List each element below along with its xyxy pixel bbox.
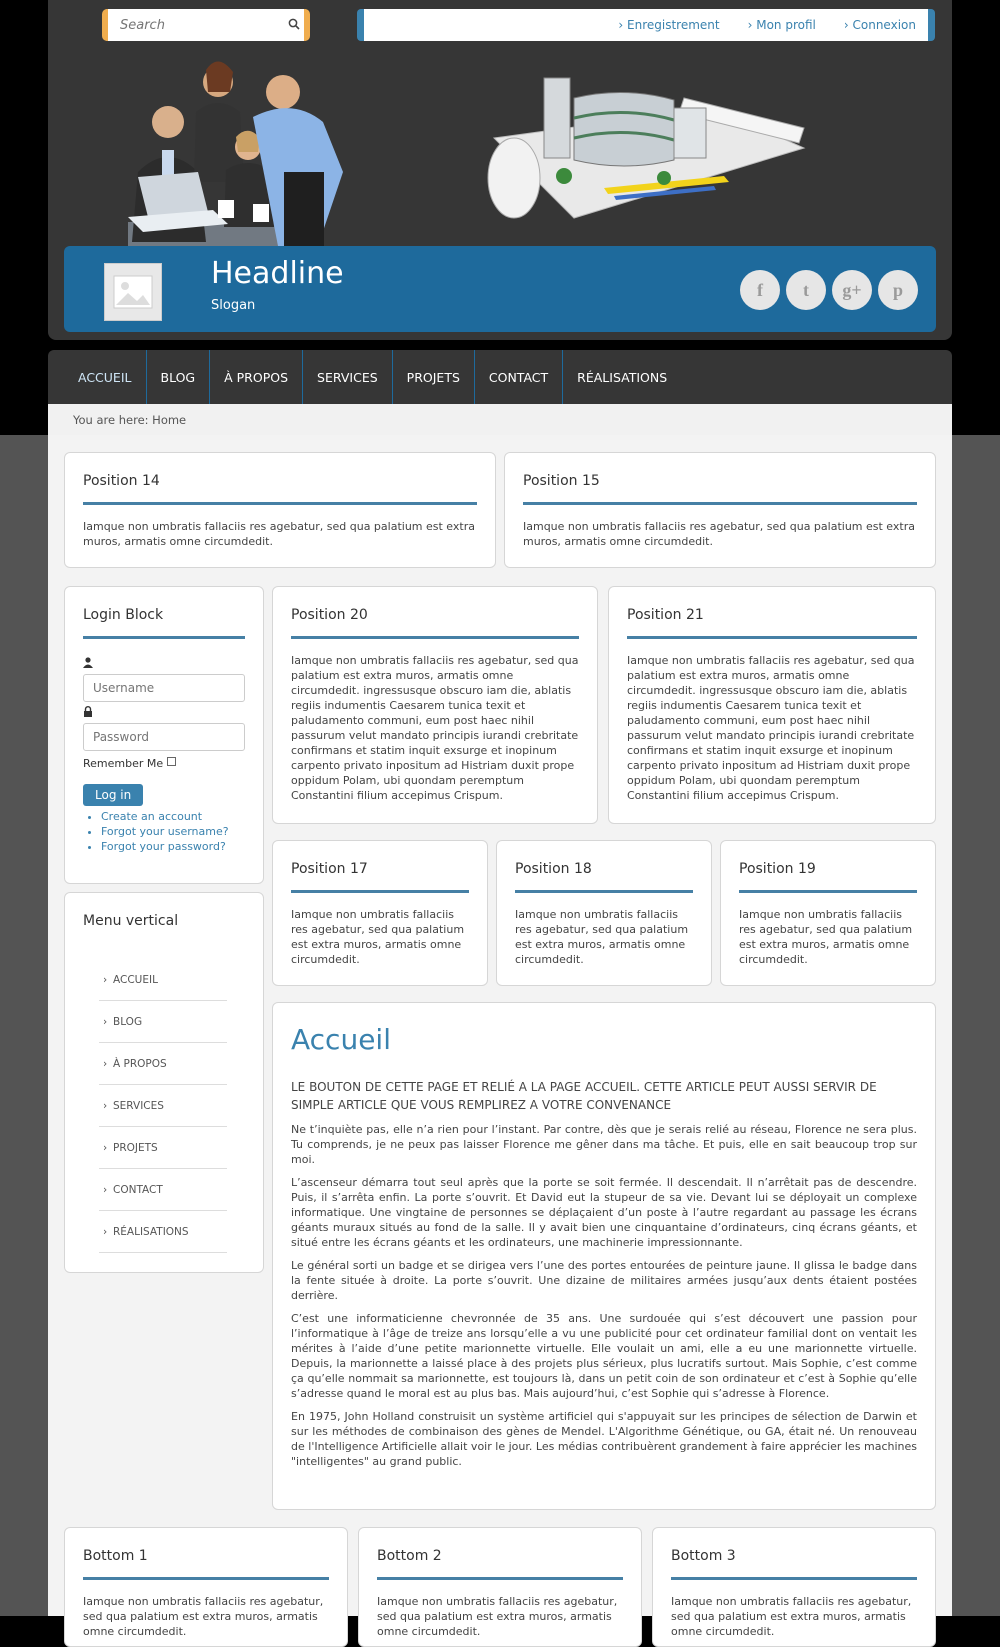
position-17-module [272,840,488,986]
nav-item-realisations[interactable]: RÉALISATIONS [577,369,668,385]
nav-item-blog[interactable]: BLOG [147,350,211,404]
position-15-module [504,452,936,568]
twitter-icon[interactable]: t [786,270,826,310]
google-plus-icon[interactable]: g+ [832,270,872,310]
nav-item-contact[interactable]: CONTACT [475,350,563,404]
pinterest-icon[interactable]: p [878,270,918,310]
vmenu-item-contact[interactable]: › CONTACT [99,1169,227,1211]
vmenu-item-projets[interactable]: › PROJETS [99,1127,227,1169]
position-20-module [272,586,598,824]
login-button[interactable]: Log in [83,784,143,806]
module-text: Iamque non umbratis fallaciis res agebatur, sed qua palatium est extra muros, armatis omne circumdedit. [515,908,689,966]
login-block [64,586,264,884]
vmenu-item-blog[interactable]: › BLOG [99,1001,227,1043]
page-wrapper [48,0,952,1638]
list-item [101,839,245,854]
search-box [102,9,310,41]
login-links [83,809,245,854]
register-link[interactable]: › Enregistrement [618,18,719,32]
module-text: Iamque non umbratis fallaciis res agebatur, sed qua palatium est extra muros, armatis omne circumdedit. [671,1595,912,1638]
login-link[interactable]: › Connexion [844,18,916,32]
user-links-bar [357,9,935,41]
password-input[interactable] [83,723,245,751]
module-title: Bottom 2 [377,1548,623,1580]
position-18-module [496,840,712,986]
module-text: Iamque non umbratis fallaciis res agebatur, sed qua palatium est extra muros, armatis omne circumdedit. [523,520,915,548]
logo-image [104,263,162,321]
hero-people-image [88,52,388,246]
module-text: Iamque non umbratis fallaciis res agebatur, sed qua palatium est extra muros, armatis omne circumdedit. [83,520,475,548]
position-21-module [608,586,936,824]
branding-bar [64,246,936,332]
site-slogan: Slogan [211,298,256,313]
vmenu-item-realisations[interactable]: › RÉALISATIONS [99,1211,227,1253]
module-title: Menu vertical [83,913,179,929]
position-19-module [720,840,936,986]
username-input[interactable] [83,674,245,702]
module-text: Iamque non umbratis fallaciis res agebatur, sed qua palatium est extra muros, armatis omne circumdedit. [83,1595,324,1638]
lock-icon [83,702,93,721]
vertical-menu [64,892,264,1273]
module-text: Iamque non umbratis fallaciis res agebatur, sed qua palatium est extra muros, armatis omne circumdedit. ingressusque obscuro iam die, ablatis regiis indumentis Caesarem tunica texit et paludamento communi, eum post haec nihil passurum velut mandato principis iurandi crebritate confirmans et statim inquit exsurge et inopinum carpento privato inpositum ad Histriam duxit prope oppidum Polam, ubi quondam peremptum Constantini filium accepimus Crispum. [291,654,579,802]
article-paragraph: Le général sorti un badge et se dirigea vers l’une des portes entourées de peinture jaune. Il glissa le badge dans la fente située à droite. La porte s’ouvrit. Une dizaine de militaires armées jusqu’aux dents étaient postées derrière. [291,1259,917,1302]
module-text: Iamque non umbratis fallaciis res agebatur, sed qua palatium est extra muros, armatis omne circumdedit. [739,908,913,966]
vmenu-item-a-propos[interactable]: › À PROPOS [99,1043,227,1085]
position-14-module [64,452,496,568]
create-account-link[interactable]: Create an account [101,810,203,823]
article-paragraph: L’ascenseur démarra tout seul après que la porte se soit fermée. Il descendait. Il n’arrêtait pas de descendre. Puis, il s’arrêta enfin. La porte s’ouvrit. Et David eut la stupeur de sa vie. Devant lui se déployait un complexe informatique. Une vingtaine de personnes se déplaçaient d’un poste à l’autre regardant au passage les écrans géants muraux situés au fond de la salle. Il y avait bien une cinquantaine d’ordinateurs, cinq écrans géants, et situé entre les écrans géants et les ordinateurs, une machinerie impressionnante. [291,1176,917,1249]
facebook-icon[interactable]: f [740,270,780,310]
profile-link[interactable]: › Mon profil [748,18,816,32]
bottom-2-module [358,1527,642,1647]
nav-item-services[interactable]: SERVICES [303,350,393,404]
nav-item-a-propos[interactable]: À PROPOS [210,350,303,404]
article-paragraph: C’est une informaticienne chevronnée de 35 ans. Une surdouée qui s’est découvert une passion pour l’informatique à l’âge de treize ans lorsqu’elle a vu une publicité pour cet ordinateur familial dont on ventait les mérites à l’aide d’une petite marionnette virtuelle. Elle voulait un ami, elle a eu une marionnette virtuelle. Depuis, la marionnette a laissé place à des projets plus sérieux, plus lucratifs surtout. Mais Sophie, c’est comme ça qu’elle nommait sa marionnette, est toujours là, dans un petit coin de son ordinateur et c’est à Sophie qu’elle s’adresse quand le moral est au plus bas. Mais aujourd’hui, c’est Sophie qui s’adresse à Florence. [291,1312,917,1400]
user-icon [83,653,93,672]
header [48,0,952,340]
nav-item-accueil[interactable]: ACCUEIL [64,350,147,404]
hero-building-image [484,68,814,228]
vmenu-item-accueil[interactable]: › ACCUEIL [99,959,227,1001]
remember-me-checkbox[interactable] [167,757,176,766]
module-title: Bottom 1 [83,1548,329,1580]
content-area [48,435,952,1638]
article-paragraph: En 1975, John Holland construisit un système artificiel qui s'appuyait sur les principes de sélection de Darwin et sur les méthodes de combinaison des gènes de Mendel. L'Algorithme Génétique, ou GA, était né. Un renouveau de l'Intelligence Artificielle allait voir le jour. Les médias contribuèrent grandement à faire apprécier les machines "intelligentes" au grand public. [291,1410,917,1468]
article-intro: LE BOUTON DE CETTE PAGE ET RELIÉ A LA PAGE ACCUEIL. CETTE ARTICLE PEUT AUSSI SERVIR DE SIMPLE ARTICLE QUE VOUS REMPLIREZ A VOTRE CONVENANCE [291,1080,877,1112]
bottom-3-module [652,1527,936,1647]
vertical-menu-list [99,959,227,1253]
forgot-username-link[interactable]: Forgot your username? [101,825,229,838]
module-text: Iamque non umbratis fallaciis res agebatur, sed qua palatium est extra muros, armatis omne circumdedit. ingressusque obscuro iam die, ablatis regiis indumentis Caesarem tunica texit et paludamento communi, eum post haec nihil passurum velut mandato principis iurandi crebritate confirmans et statim inquit exsurge et inopinum carpento privato inpositum ad Histriam duxit prope oppidum Polam, ubi quondam peremptum Constantini filium accepimus Crispum. [627,654,915,802]
site-title: Headline [211,256,344,291]
forgot-password-link[interactable]: Forgot your password? [101,840,226,853]
main-article [272,1002,936,1510]
module-title: Position 17 [291,861,469,893]
bottom-1-module [64,1527,348,1647]
module-title: Position 20 [291,607,579,639]
article-paragraph: Ne t’inquiète pas, elle n’a rien pour l’instant. Par contre, dès que je serais relié au réseau, Florence ne sera plus. Tu comprends, je ne peux pas laisser Florence me gêner dans ma tâche. Et puis, elle en sait beaucoup trop sur moi. [291,1123,917,1166]
module-title: Position 14 [83,473,477,505]
module-title: Login Block [83,607,245,639]
module-title: Bottom 3 [671,1548,917,1580]
nav-item-projets[interactable]: PROJETS [393,350,475,404]
module-text: Iamque non umbratis fallaciis res agebatur, sed qua palatium est extra muros, armatis omne circumdedit. [291,908,465,966]
module-title: Position 18 [515,861,693,893]
search-icon[interactable] [288,18,300,33]
search-input[interactable] [120,18,288,33]
remember-me-label: Remember Me [83,757,164,770]
breadcrumb: You are here: Home [48,404,952,435]
remember-me-row [83,757,245,770]
article-title: Accueil [291,1023,391,1056]
module-title: Position 21 [627,607,917,639]
list-item [101,824,245,839]
module-title: Position 15 [523,473,917,505]
module-text: Iamque non umbratis fallaciis res agebatur, sed qua palatium est extra muros, armatis omne circumdedit. [377,1595,618,1638]
module-title: Position 19 [739,861,917,893]
list-item [101,809,245,824]
main-nav [48,350,952,404]
social-links [740,270,918,310]
vmenu-item-services[interactable]: › SERVICES [99,1085,227,1127]
